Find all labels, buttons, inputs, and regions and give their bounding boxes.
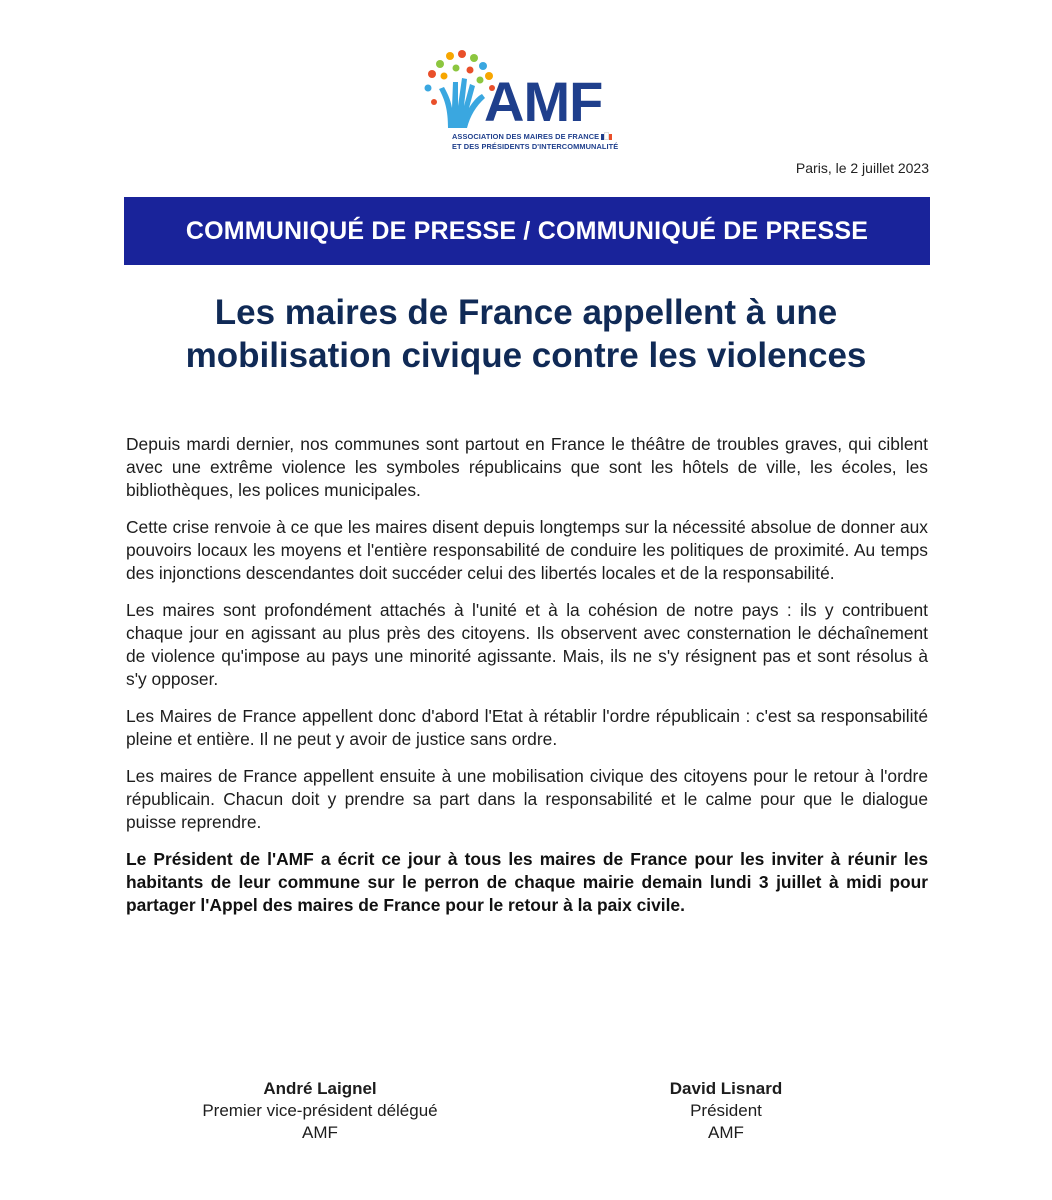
signature-block-right — [590, 1078, 862, 1144]
signatory-role: Premier vice-président délégué — [202, 1101, 438, 1120]
logo-subtitle-text1: ASSOCIATION DES MAIRES DE FRANCE — [452, 132, 600, 141]
signatory-role: Président — [690, 1101, 762, 1120]
document-date: Paris, le 2 juillet 2023 — [795, 160, 929, 176]
body-paragraph: Cette crise renvoie à ce que les maires disent depuis longtemps sur la nécessité absolue de donner aux pouvoirs locaux les moyens et l'entière responsabilité de conduire les politiques de proximité. Au temps des injonctions descendantes doit succéder celui des libertés locales et de la responsabilité. — [126, 517, 928, 583]
banner-text: COMMUNIQUÉ DE PRESSE / COMMUNIQUÉ DE PRESSE — [185, 216, 869, 245]
body-paragraph: Les maires de France appellent ensuite à une mobilisation civique des citoyens pour le retour à l'ordre républicain. Chacun doit y prendre sa part dans la responsabilité et le calme pour que le dialogue puisse reprendre. — [126, 766, 928, 832]
title-line-2: mobilisation civique contre les violences — [185, 336, 867, 375]
signatory-org: AMF — [302, 1123, 338, 1142]
body-paragraph: Depuis mardi dernier, nos communes sont partout en France le théâtre de troubles graves, qui ciblent avec une extrême violence les symboles républicains que sont les hôtels de ville, les écoles, les bibliothèques, les polices municipales. — [126, 434, 928, 500]
signatory-org: AMF — [708, 1123, 744, 1142]
signatory-name: David Lisnard — [669, 1079, 783, 1098]
logo-subtitle-line1 — [452, 132, 642, 141]
signatory-name: André Laignel — [263, 1079, 377, 1098]
document-title — [60, 291, 992, 377]
body-paragraph: Les Maires de France appellent donc d'abord l'Etat à rétablir l'ordre républicain : c'est sa responsabilité pleine et entière. Il ne peut y avoir de justice sans ordre. — [126, 706, 928, 749]
body-paragraph: Les maires sont profondément attachés à l'unité et à la cohésion de notre pays : ils y contribuent chaque jour en agissant au plus près des citoyens. Ils observent avec consternation le déchaînement de violence qu'impose au pays une minorité agissante. Mais, ils ne s'y résignent pas et sont résolus à s'y opposer. — [126, 600, 928, 689]
press-release-banner — [124, 197, 930, 265]
logo-subtitle-line2: ET DES PRÉSIDENTS D'INTERCOMMUNALITÉ — [452, 142, 619, 151]
signature-block-left — [150, 1078, 490, 1144]
body-bold-paragraph: Le Président de l'AMF a écrit ce jour à tous les maires de France pour les inviter à réunir les habitants de leur commune sur le perron de chaque mairie demain lundi 3 juillet à midi pour partager l'Appel des maires de France pour le retour à la paix civile. — [126, 849, 928, 915]
title-line-1: Les maires de France appellent à une — [214, 293, 838, 332]
logo-wordmark: AMF — [484, 70, 603, 133]
amf-logo — [418, 44, 632, 162]
flag-red-stripe — [609, 134, 612, 140]
document-body — [126, 433, 928, 931]
